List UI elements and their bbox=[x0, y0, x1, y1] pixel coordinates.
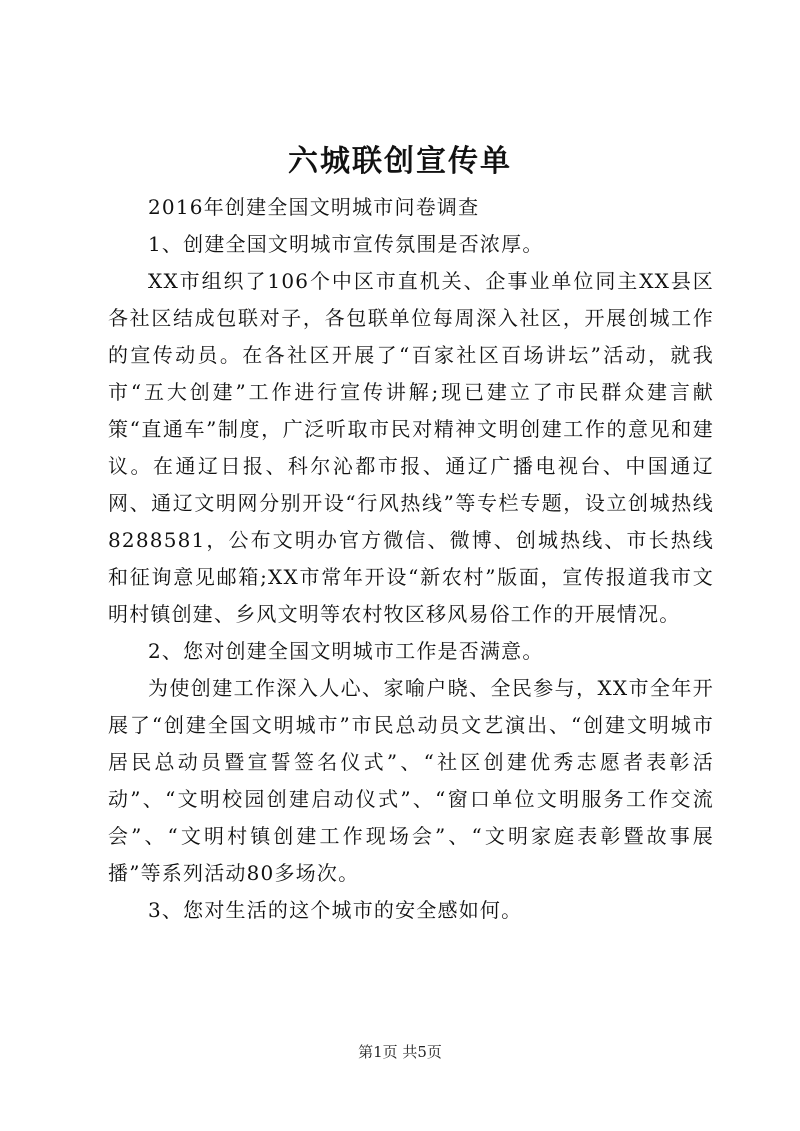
answer-2-paragraph: 为使创建工作深入人心、家喻户晓、全民参与，XX市全年开展了“创建全国文明城市”市民总动员文艺演出、“创建文明城市居民总动员暨宣誓签名仪式”、“社区创建优秀志愿者表彰活动”、“文明校园创建启动仪式”、“窗口单位文明服务工作交流会”、“文明村镇创建工作现场会”、“文明家庭表彰暨故事展播”等系列活动80多场次。 bbox=[108, 676, 714, 885]
survey-heading: 2016年创建全国文明城市问卷调查 bbox=[148, 195, 480, 219]
question-2: 2、您对创建全国文明城市工作是否满意。 bbox=[148, 639, 544, 663]
question-1: 1、创建全国文明城市宣传氛围是否浓厚。 bbox=[148, 232, 544, 256]
question-3: 3、您对生活的这个城市的安全感如何。 bbox=[148, 898, 523, 922]
document-title: 六城联创宣传单 bbox=[288, 144, 512, 179]
page-footer: 第1页 共5页 bbox=[358, 1043, 442, 1061]
answer-1-paragraph: XX市组织了106个中区市直机关、企事业单位同主XX县区各社区结成包联对子，各包联单位每周深入社区，开展创城工作的宣传动员。在各社区开展了“百家社区百场讲坛”活动，就我市“五大创建”工作进行宣传讲解;现已建立了市民群众建言献策“直通车”制度，广泛听取市民对精神文明创建工作的意见和建议。在通辽日报、科尔沁都市报、通辽广播电视台、中国通辽网、通辽文明网分别开设“行风热线”等专栏专题，设立创城热线8288581，公布文明办官方微信、微博、创城热线、市长热线和征询意见邮箱;XX市常年开设“新农村”版面，宣传报道我市文明村镇创建、乡风文明等农村牧区移风易俗工作的开展情况。 bbox=[108, 269, 714, 626]
document-body bbox=[108, 189, 714, 929]
